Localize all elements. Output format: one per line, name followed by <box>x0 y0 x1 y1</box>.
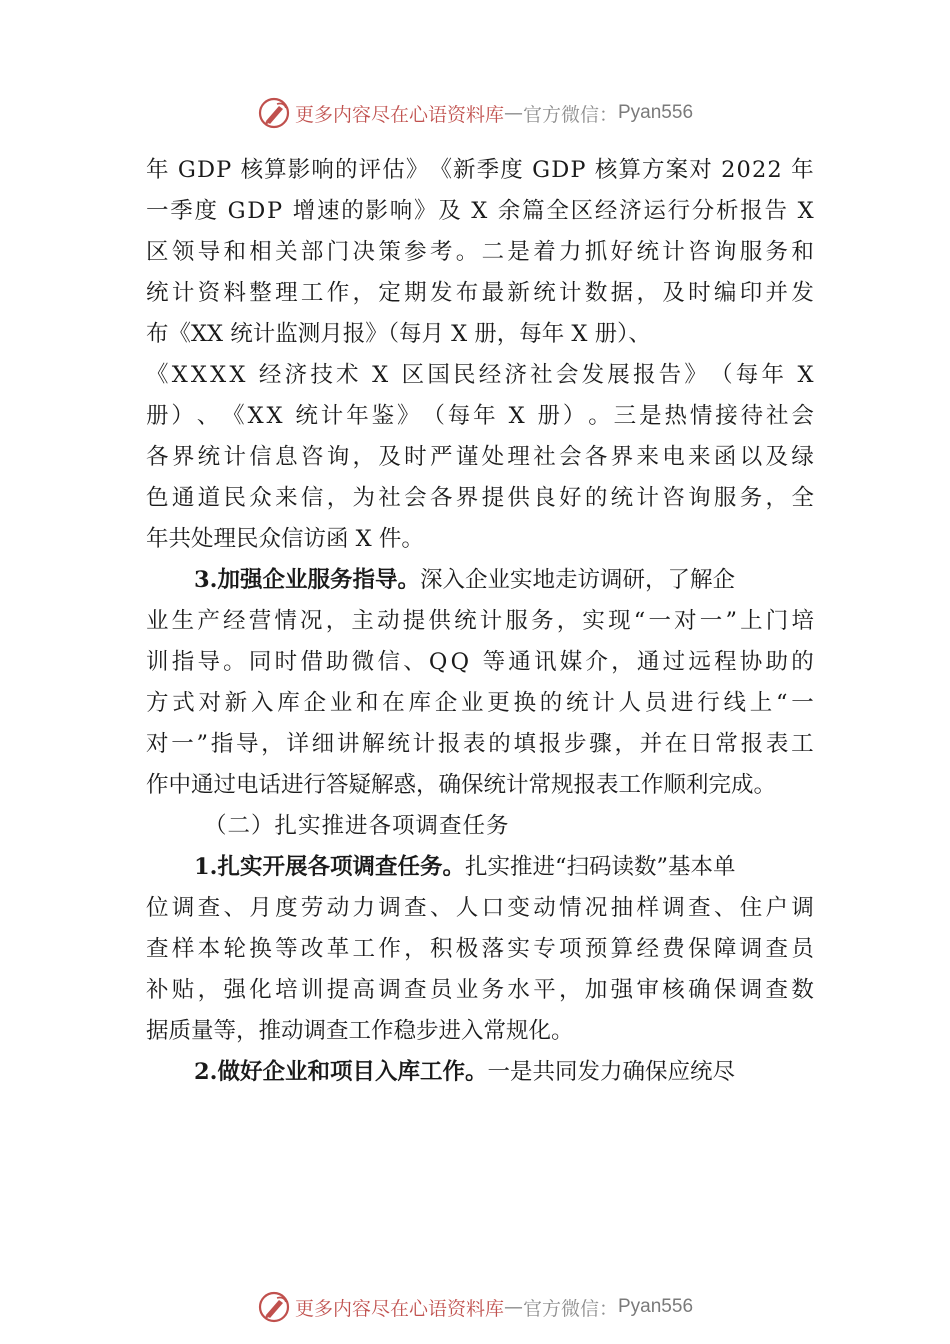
text-line-first <box>146 560 814 601</box>
text-line: 区 领 导 和 相 关 部 门 决 策 参 考 。 二 是 着 力 抓 好 统 计 咨 询 服 务 和 <box>146 239 814 265</box>
text-line: 据质量等，推动调查工作稳步进入常规化。 <box>146 1018 574 1044</box>
text-line: 年共处理民众信访函 X 件。 <box>146 526 424 552</box>
paragraph-enterprise-registration <box>146 1052 814 1093</box>
banner-wechat-label: 官方微信： <box>522 103 618 126</box>
banner-wechat-id: Pyan556 <box>618 102 694 123</box>
section-heading: （二）扎实推进各项调查任务 <box>204 813 510 839</box>
text-line: 年 G D P 核 算 影 响 的 评 估 》 《 新 季 度 G D P 核 算 方 案 对 2 0 2 2 年 <box>146 157 814 183</box>
text-line: 补 贴 ， 强 化 培 训 提 高 调 查 员 业 务 水 平 ， 加 强 审 核 确 保 调 查 数 <box>146 977 814 1003</box>
banner-site-name: 更多内容尽在心语资料库 <box>294 1297 504 1320</box>
text-line: 业 生 产 经 营 情 况 ， 主 动 提 供 统 计 服 务 ， 实 现 “ 一 对 一 ” 上 门 培 <box>146 608 814 634</box>
text-line: 各 界 统 计 信 息 咨 询 ， 及 时 严 谨 处 理 社 会 各 界 来 电 来 函 以 及 绿 <box>146 444 814 470</box>
text-line: 作中通过电话进行答疑解惑，确保统计常规报表工作顺利完成。 <box>146 772 777 798</box>
paragraph-enterprise-service <box>146 560 814 806</box>
text-run: 深入企业实地走访调研，了解企 <box>420 567 736 593</box>
banner-wechat-label: 官方微信： <box>522 1297 618 1320</box>
text-line: 查 样 本 轮 换 等 改 革 工 作 ， 积 极 落 实 专 项 预 算 经 费 保 障 调 查 员 <box>146 936 814 962</box>
paragraph-lead-heading: 3.加强企业服务指导。 <box>194 567 420 593</box>
banner-wechat-id: Pyan556 <box>618 1296 694 1317</box>
banner-separator: — <box>503 102 523 124</box>
text-line-first <box>146 847 814 888</box>
pen-logo-icon <box>257 96 291 130</box>
text-line-first <box>146 1052 814 1093</box>
text-line: 对 一 ” 指 导 ， 详 细 讲 解 统 计 报 表 的 填 报 步 骤 ， 并 在 日 常 报 表 工 <box>146 731 814 757</box>
text-line: 色 通 道 民 众 来 信 ， 为 社 会 各 界 提 供 良 好 的 统 计 咨 询 服 务 ， 全 <box>146 485 814 511</box>
text-line: 布《XX 统计监测月报》（每月 X 册，每年 X 册）、 <box>146 321 651 347</box>
text-line: 方 式 对 新 入 库 企 业 和 在 库 企 业 更 换 的 统 计 人 员 进 行 线 上 “ 一 <box>146 690 814 716</box>
header-watermark <box>0 96 950 130</box>
text-line: 统 计 资 料 整 理 工 作 ， 定 期 发 布 最 新 统 计 数 据 ， 及 时 编 印 并 发 <box>146 280 814 306</box>
footer-watermark <box>0 1290 950 1324</box>
text-run: 扎实推进“扫码读数”基本单 <box>465 854 736 880</box>
text-line: 《 X X X X 经 济 技 术 X 区 国 民 经 济 社 会 发 展 报 告 》 （ 每 年 X <box>146 362 814 388</box>
paragraph-lead-heading: 1.扎实开展各项调查任务。 <box>194 854 465 880</box>
pen-logo-icon <box>257 1290 291 1324</box>
text-line: 一 季 度 G D P 增 速 的 影 响 》 及 X 余 篇 全 区 经 济 运 行 分 析 报 告 X <box>146 198 814 224</box>
banner-site-name: 更多内容尽在心语资料库 <box>294 103 504 126</box>
text-line: 位 调 查 、 月 度 劳 动 力 调 查 、 人 口 变 动 情 况 抽 样 调 查 、 住 户 调 <box>146 895 814 921</box>
banner-separator: — <box>503 1296 523 1318</box>
paragraph-lead-heading: 2.做好企业和项目入库工作。 <box>194 1059 488 1085</box>
text-line: 册 ） 、 《 X X 统 计 年 鉴 》 （ 每 年 X 册 ） 。 三 是 热 情 接 待 社 会 <box>146 403 814 429</box>
text-line: 训 指 导 。 同 时 借 助 微 信 、 Q Q 等 通 讯 媒 介 ， 通 过 远 程 协 助 的 <box>146 649 814 675</box>
paragraph-statistics-consulting <box>146 150 814 560</box>
paragraph-survey-tasks <box>146 847 814 1052</box>
document-body <box>146 150 814 1093</box>
text-run: 一是共同发力确保应统尽 <box>487 1059 736 1085</box>
